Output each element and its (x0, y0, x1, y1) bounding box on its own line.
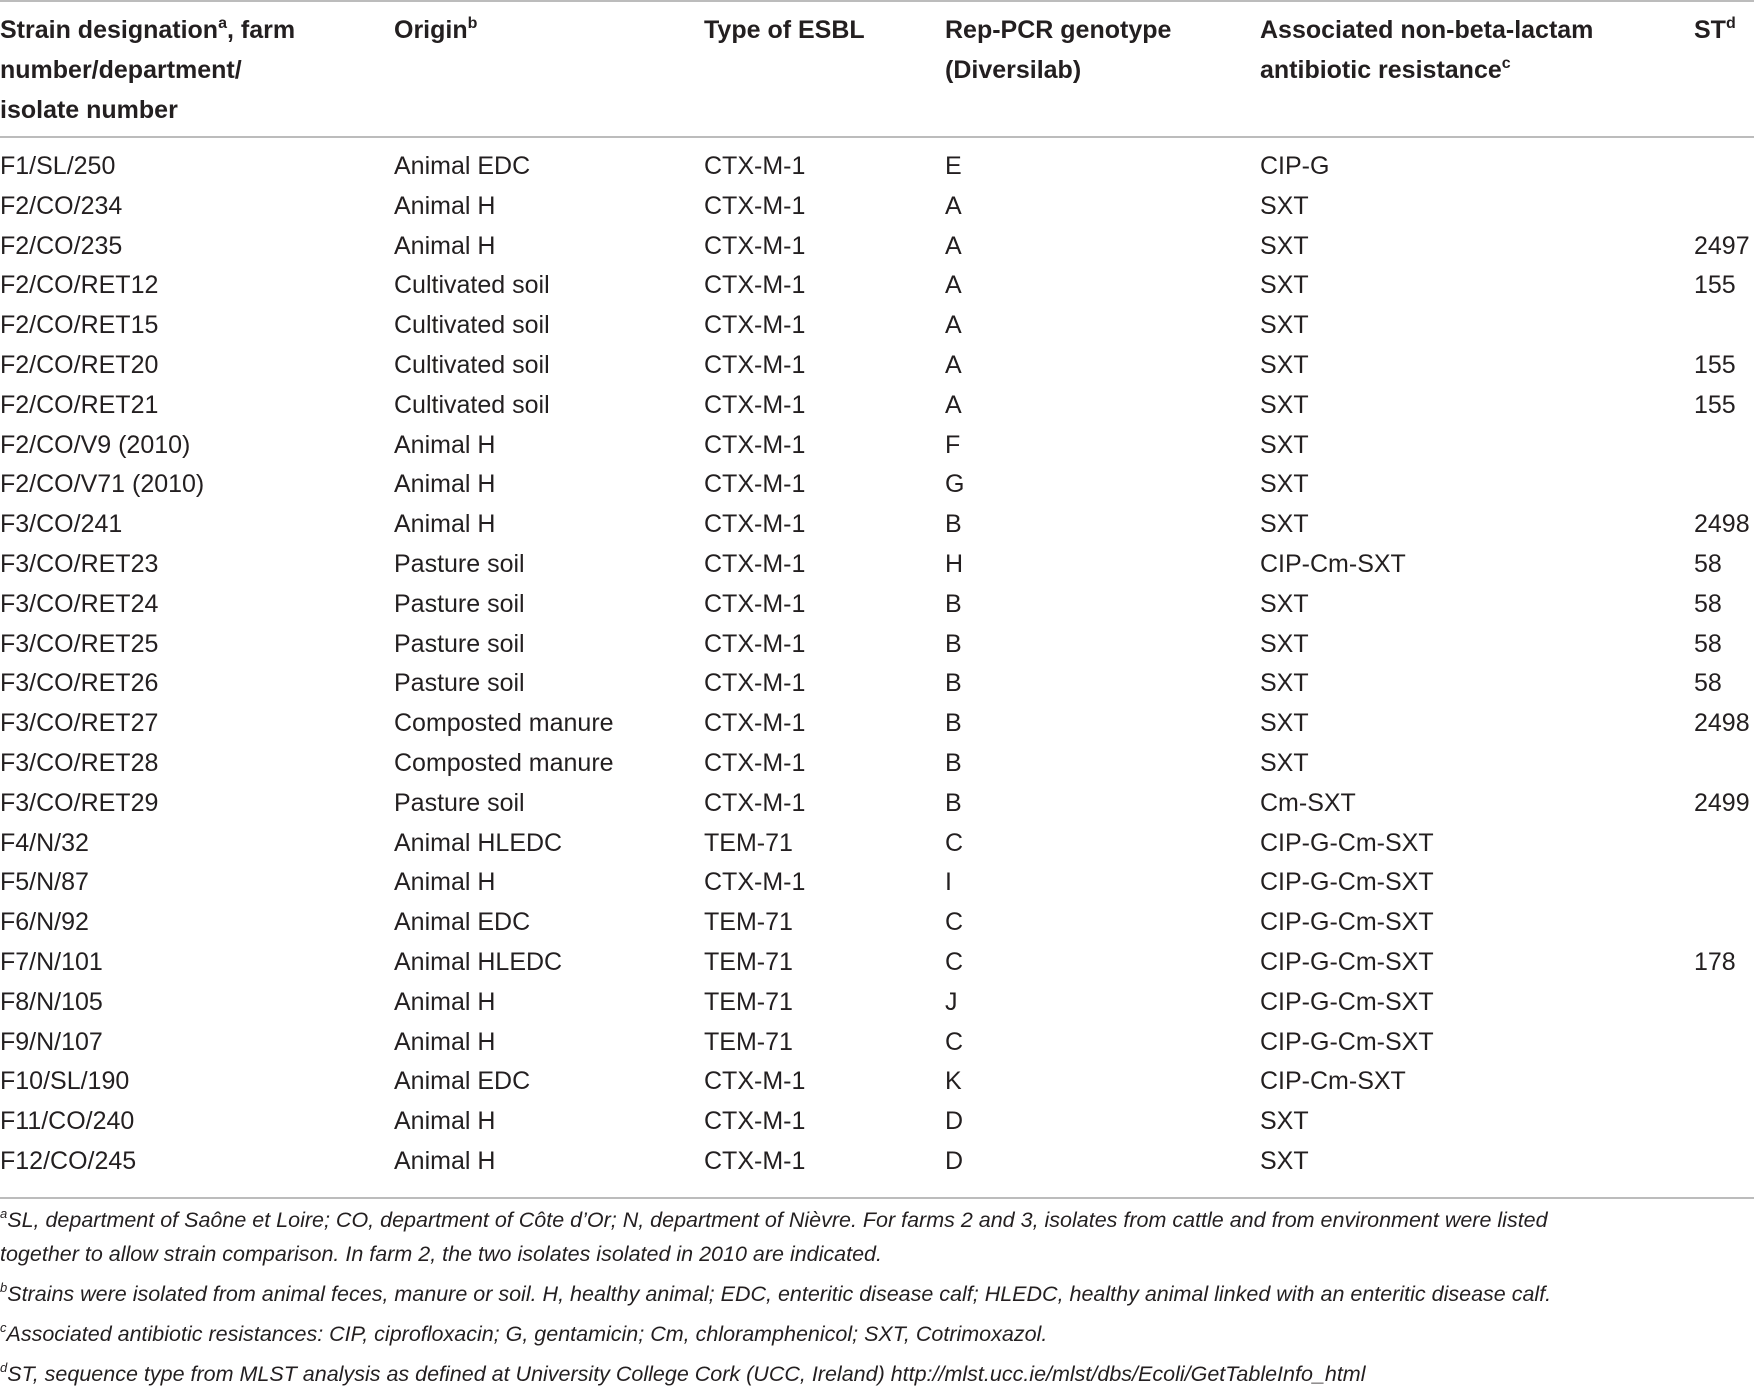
table-row (0, 386, 1754, 426)
resistance-cell: SXT (1260, 231, 1309, 260)
strain-cell: F5/N/87 (0, 868, 89, 897)
table-row (0, 266, 1754, 306)
table-row (0, 1023, 1754, 1063)
strain-cell: F2/CO/V9 (2010) (0, 430, 191, 459)
origin-cell: Composted manure (394, 748, 614, 777)
resistance-cell: CIP-G (1260, 152, 1330, 180)
origin-cell: Cultivated soil (394, 390, 550, 419)
strain-cell: F3/CO/RET29 (0, 788, 159, 817)
genotype-cell: B (945, 709, 962, 738)
genotype-cell: A (945, 311, 962, 340)
esbl-cell: CTX-M-1 (704, 390, 806, 419)
header-origin: Origin$^b$ (394, 15, 478, 44)
table-row (0, 1062, 1754, 1102)
table-row (0, 187, 1754, 227)
genotype-cell: A (945, 390, 962, 419)
header-antibiotic-resistance: Associated non-beta-lactam antibiotic resistance$^c$ (1260, 16, 1594, 84)
resistance-cell: SXT (1260, 191, 1309, 220)
strain-cell: F8/N/105 (0, 987, 103, 1016)
genotype-cell: K (945, 1067, 962, 1096)
resistance-cell: Cm-SXT (1260, 788, 1356, 817)
st-cell: 2497 (1694, 231, 1750, 260)
strain-cell: F2/CO/V71 (2010) (0, 470, 205, 499)
esbl-cell: CTX-M-1 (704, 350, 806, 379)
resistance-cell: SXT (1260, 510, 1309, 539)
esbl-cell: CTX-M-1 (704, 510, 806, 539)
resistance-cell: CIP-Cm-SXT (1260, 1067, 1406, 1096)
origin-cell: Animal H (394, 510, 496, 539)
table-row (0, 983, 1754, 1023)
footnote-d: $^d$ST, sequence type from MLST analysis as defined at University College Cork (UCC, Ireland) http://mlst.ucc.ie/mlst/dbs/Ecoli/GetTableInfo_html (0, 1360, 1366, 1386)
table-row (0, 664, 1754, 704)
strain-cell: F3/CO/RET27 (0, 709, 159, 738)
genotype-cell: B (945, 629, 962, 658)
table-row (0, 505, 1754, 545)
esbl-cell: TEM-71 (704, 1027, 793, 1056)
origin-cell: Pasture soil (394, 629, 525, 658)
table-row (0, 1142, 1754, 1182)
strain-cell: F2/CO/RET12 (0, 271, 159, 300)
table-row (0, 704, 1754, 744)
strain-cell: F2/CO/RET21 (0, 390, 159, 419)
strain-cell: F1/SL/250 (0, 152, 116, 180)
esbl-cell: CTX-M-1 (704, 152, 806, 180)
origin-cell: Animal H (394, 1146, 496, 1175)
genotype-cell: D (945, 1107, 964, 1136)
esbl-cell: CTX-M-1 (704, 748, 806, 777)
st-cell: 155 (1694, 390, 1736, 419)
esbl-cell: CTX-M-1 (704, 231, 806, 260)
table-row (0, 426, 1754, 466)
genotype-cell: C (945, 908, 964, 937)
resistance-cell: SXT (1260, 748, 1309, 777)
strain-cell: F11/CO/240 (0, 1107, 135, 1136)
genotype-cell: A (945, 350, 962, 379)
strain-cell: F3/CO/241 (0, 510, 123, 539)
origin-cell: Cultivated soil (394, 311, 550, 340)
genotype-cell: C (945, 1027, 964, 1056)
origin-cell: Animal EDC (394, 908, 531, 937)
table-row (0, 545, 1754, 585)
esbl-cell: TEM-71 (704, 987, 793, 1016)
resistance-cell: CIP-G-Cm-SXT (1260, 908, 1434, 937)
resistance-cell: SXT (1260, 430, 1309, 459)
origin-cell: Animal HLEDC (394, 947, 563, 976)
table-body (0, 147, 1754, 1182)
esbl-cell: CTX-M-1 (704, 868, 806, 897)
genotype-cell: B (945, 589, 962, 618)
resistance-cell: CIP-Cm-SXT (1260, 549, 1406, 578)
genotype-cell: J (945, 987, 958, 1016)
origin-cell: Animal H (394, 430, 496, 459)
table-row (0, 465, 1754, 505)
st-cell: 155 (1694, 271, 1736, 300)
strain-cell: F6/N/92 (0, 908, 89, 937)
genotype-cell: D (945, 1146, 964, 1175)
esbl-cell: CTX-M-1 (704, 589, 806, 618)
strain-cell: F3/CO/RET24 (0, 589, 159, 618)
origin-cell: Cultivated soil (394, 350, 550, 379)
esbl-cell: CTX-M-1 (704, 1067, 806, 1096)
origin-cell: Pasture soil (394, 788, 525, 817)
origin-cell: Pasture soil (394, 549, 525, 578)
table-row (0, 784, 1754, 824)
resistance-cell: SXT (1260, 1146, 1309, 1175)
esbl-cell: TEM-71 (704, 828, 793, 857)
strain-cell: F2/CO/RET20 (0, 350, 159, 379)
esbl-cell: CTX-M-1 (704, 788, 806, 817)
esbl-cell: CTX-M-1 (704, 709, 806, 738)
strain-cell: F10/SL/190 (0, 1067, 130, 1096)
esbl-cell: CTX-M-1 (704, 271, 806, 300)
strain-cell: F4/N/32 (0, 828, 89, 857)
st-cell: 58 (1694, 629, 1722, 658)
esbl-cell: CTX-M-1 (704, 669, 806, 698)
resistance-cell: CIP-G-Cm-SXT (1260, 868, 1434, 897)
origin-cell: Animal H (394, 1027, 496, 1056)
resistance-cell: SXT (1260, 350, 1309, 379)
resistance-cell: SXT (1260, 709, 1309, 738)
table-row (0, 1102, 1754, 1142)
st-cell: 2499 (1694, 788, 1750, 817)
header-strain-designation: Strain designation$^a$, farm number/department/ isolate number (0, 15, 296, 124)
strain-cell: F3/CO/RET23 (0, 549, 159, 578)
resistance-cell: SXT (1260, 629, 1309, 658)
footnote-c: $^c$Associated antibiotic resistances: CIP, ciprofloxacin; G, gentamicin; Cm, chloramphenicol; SXT, Cotrimoxazol. (0, 1320, 1048, 1346)
genotype-cell: B (945, 788, 962, 817)
genotype-cell: C (945, 947, 964, 976)
origin-cell: Animal H (394, 191, 496, 220)
origin-cell: Animal H (394, 470, 496, 499)
bottom-rule (0, 1197, 1754, 1199)
resistance-cell: SXT (1260, 470, 1309, 499)
genotype-cell: I (945, 868, 952, 897)
header-rep-pcr-genotype: Rep-PCR genotype (Diversilab) (945, 16, 1172, 84)
esbl-cell: CTX-M-1 (704, 430, 806, 459)
genotype-cell: F (945, 430, 961, 459)
origin-cell: Animal H (394, 987, 496, 1016)
strain-cell: F2/CO/RET15 (0, 311, 159, 340)
genotype-cell: H (945, 549, 964, 578)
esbl-cell: CTX-M-1 (704, 191, 806, 220)
resistance-cell: SXT (1260, 1107, 1309, 1136)
esbl-cell: CTX-M-1 (704, 311, 806, 340)
genotype-cell: G (945, 470, 965, 499)
genotype-cell: A (945, 231, 962, 260)
table-row (0, 585, 1754, 625)
resistance-cell: CIP-G-Cm-SXT (1260, 947, 1434, 976)
resistance-cell: CIP-G-Cm-SXT (1260, 828, 1434, 857)
resistance-cell: SXT (1260, 311, 1309, 340)
origin-cell: Composted manure (394, 709, 614, 738)
strain-cell: F2/CO/235 (0, 231, 123, 260)
st-cell: 58 (1694, 669, 1722, 698)
genotype-cell: A (945, 191, 962, 220)
genotype-cell: B (945, 510, 962, 539)
origin-cell: Animal EDC (394, 1067, 531, 1096)
genotype-cell: B (945, 748, 962, 777)
strain-cell: F2/CO/234 (0, 191, 123, 220)
resistance-cell: SXT (1260, 390, 1309, 419)
esbl-cell: TEM-71 (704, 947, 793, 976)
esbl-cell: CTX-M-1 (704, 629, 806, 658)
strain-cell: F3/CO/RET25 (0, 629, 159, 658)
top-rule (0, 0, 1754, 2)
header-rule (0, 136, 1754, 138)
origin-cell: Pasture soil (394, 589, 525, 618)
header-esbl-type: Type of ESBL (704, 16, 865, 44)
genotype-cell: B (945, 669, 962, 698)
strain-cell: F12/CO/245 (0, 1146, 137, 1175)
resistance-cell: CIP-G-Cm-SXT (1260, 987, 1434, 1016)
strain-cell: F3/CO/RET28 (0, 748, 159, 777)
resistance-cell: SXT (1260, 589, 1309, 618)
resistance-cell: SXT (1260, 669, 1309, 698)
resistance-cell: CIP-G-Cm-SXT (1260, 1027, 1434, 1056)
table-row (0, 306, 1754, 346)
genotype-cell: C (945, 828, 964, 857)
origin-cell: Animal EDC (394, 152, 531, 180)
genotype-cell: E (945, 152, 962, 180)
footnote-b: $^b$Strains were isolated from animal feces, manure or soil. H, healthy animal; EDC, enteritic disease calf; HLEDC, healthy animal linked with an enteritic disease calf. (0, 1280, 1552, 1306)
table-row (0, 903, 1754, 943)
table-row (0, 943, 1754, 983)
header-sequence-type: $ST^d$ (1694, 15, 1736, 44)
table-row (0, 744, 1754, 784)
strain-cell: F3/CO/RET26 (0, 669, 159, 698)
genotype-cell: A (945, 271, 962, 300)
st-cell: 58 (1694, 589, 1722, 618)
esbl-cell: CTX-M-1 (704, 1107, 806, 1136)
table-row (0, 863, 1754, 903)
st-cell: 178 (1694, 947, 1736, 976)
table-row (0, 147, 1754, 187)
strain-cell: F9/N/107 (0, 1027, 103, 1056)
table-row (0, 625, 1754, 665)
st-cell: 155 (1694, 350, 1736, 379)
resistance-cell: SXT (1260, 271, 1309, 300)
footnote-a: $^a$SL, department of Saône et Loire; CO, department of Côte d’Or; N, department of Nièvre. For farms 2 and 3, isolates from cattle and from environment were listed together to allow strain comparison. In farm 2, the two isolates isolated in 2010 are indicated. (0, 1206, 1548, 1266)
esbl-cell: TEM-71 (704, 908, 793, 937)
origin-cell: Animal H (394, 231, 496, 260)
table-row (0, 227, 1754, 267)
origin-cell: Cultivated soil (394, 271, 550, 300)
table-row (0, 824, 1754, 864)
strain-cell: F7/N/101 (0, 947, 103, 976)
st-cell: 58 (1694, 549, 1722, 578)
esbl-cell: CTX-M-1 (704, 549, 806, 578)
origin-cell: Animal H (394, 868, 496, 897)
esbl-cell: CTX-M-1 (704, 1146, 806, 1175)
esbl-cell: CTX-M-1 (704, 470, 806, 499)
table-row (0, 346, 1754, 386)
st-cell: 2498 (1694, 709, 1750, 738)
origin-cell: Animal H (394, 1107, 496, 1136)
origin-cell: Pasture soil (394, 669, 525, 698)
st-cell: 2498 (1694, 510, 1750, 539)
origin-cell: Animal HLEDC (394, 828, 563, 857)
